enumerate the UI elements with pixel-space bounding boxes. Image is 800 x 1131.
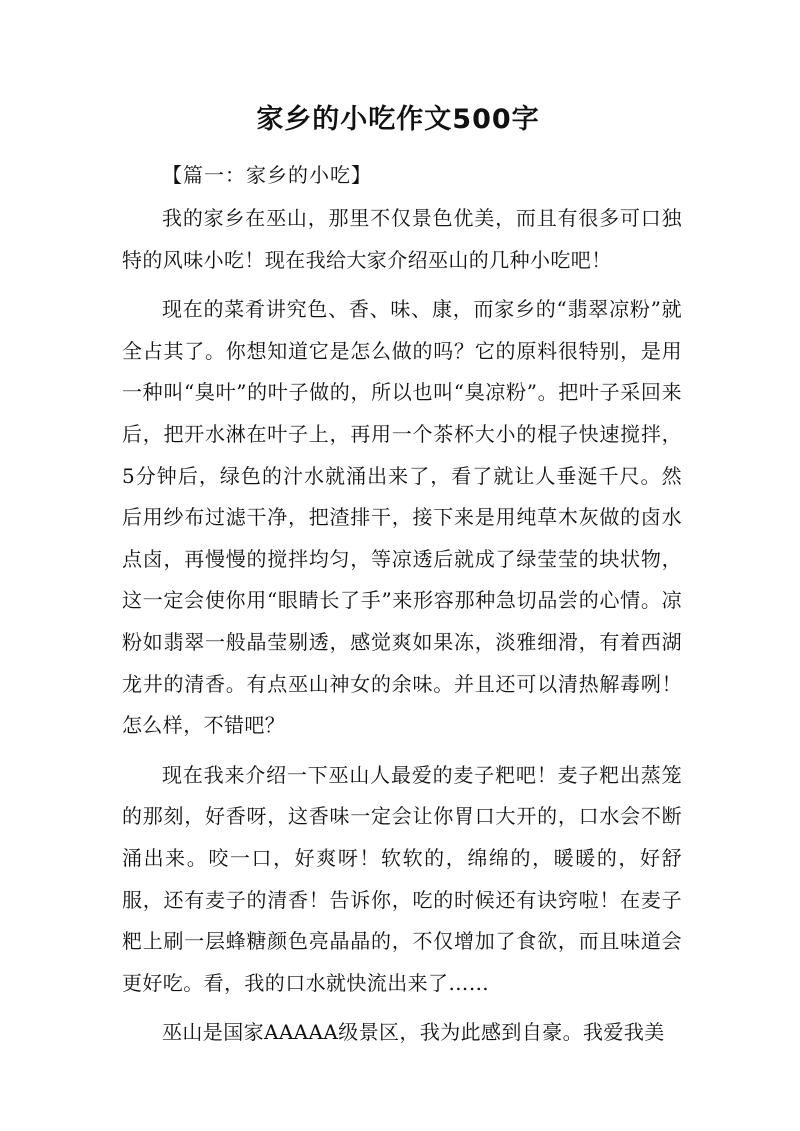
paragraph-2: 现在的菜肴讲究色、香、味、康，而家乡的“翡翠凉粉”就全占其了。你想知道它是怎么做的吗？它的原料很特别，是用一种叫“臭叶”的叶子做的，所以也叫“臭凉粉”。把叶子采回来后，把开水淋在叶子上，再用一个茶杯大小的棍子快速搅拌，5分钟后，绿色的汁水就涌出来了，看了就让人垂涎千尺。然后用纱布过滤干净，把渣排干，接下来是用纯草木灰做的卤水点卤，再慢慢的搅拌均匀，等凉透后就成了绿莹莹的块状物，这一定会使你用“眼睛长了手”来形容那种急切品尝的心情。凉粉如翡翠一般晶莹剔透，感觉爽如果冻，淡雅细滑，有着西湖龙井的清香。有点巫山神女的余味。并且还可以清热解毒咧！怎么样，不错吧？ [122, 297, 682, 738]
document-page [122, 96, 682, 1054]
paragraph-4: 巫山是国家AAAAA级景区，我为此感到自豪。我爱我美 [162, 1020, 665, 1045]
document-title: 家乡的小吃作文500字 [256, 104, 540, 135]
paragraph-3: 现在我来介绍一下巫山人最爱的麦子粑吧！麦子粑出蒸笼的那刻，好香呀，这香味一定会让你胃口大开的，口水会不断涌出来。咬一口，好爽呀！软软的，绵绵的，暖暖的，好舒服，还有麦子的清香！告诉你，吃的时候还有诀窍啦！在麦子粑上刷一层蜂糖颜色亮晶晶的，不仅增加了食欲，而且味道会更好吃。看，我的口水就快流出来了…… [122, 762, 682, 995]
section-heading: 【篇一：家乡的小吃】 [162, 163, 372, 187]
paragraph-1: 我的家乡在巫山，那里不仅景色优美，而且有很多可口独特的风味小吃！现在我给大家介绍巫山的几种小吃吧！ [122, 206, 682, 272]
